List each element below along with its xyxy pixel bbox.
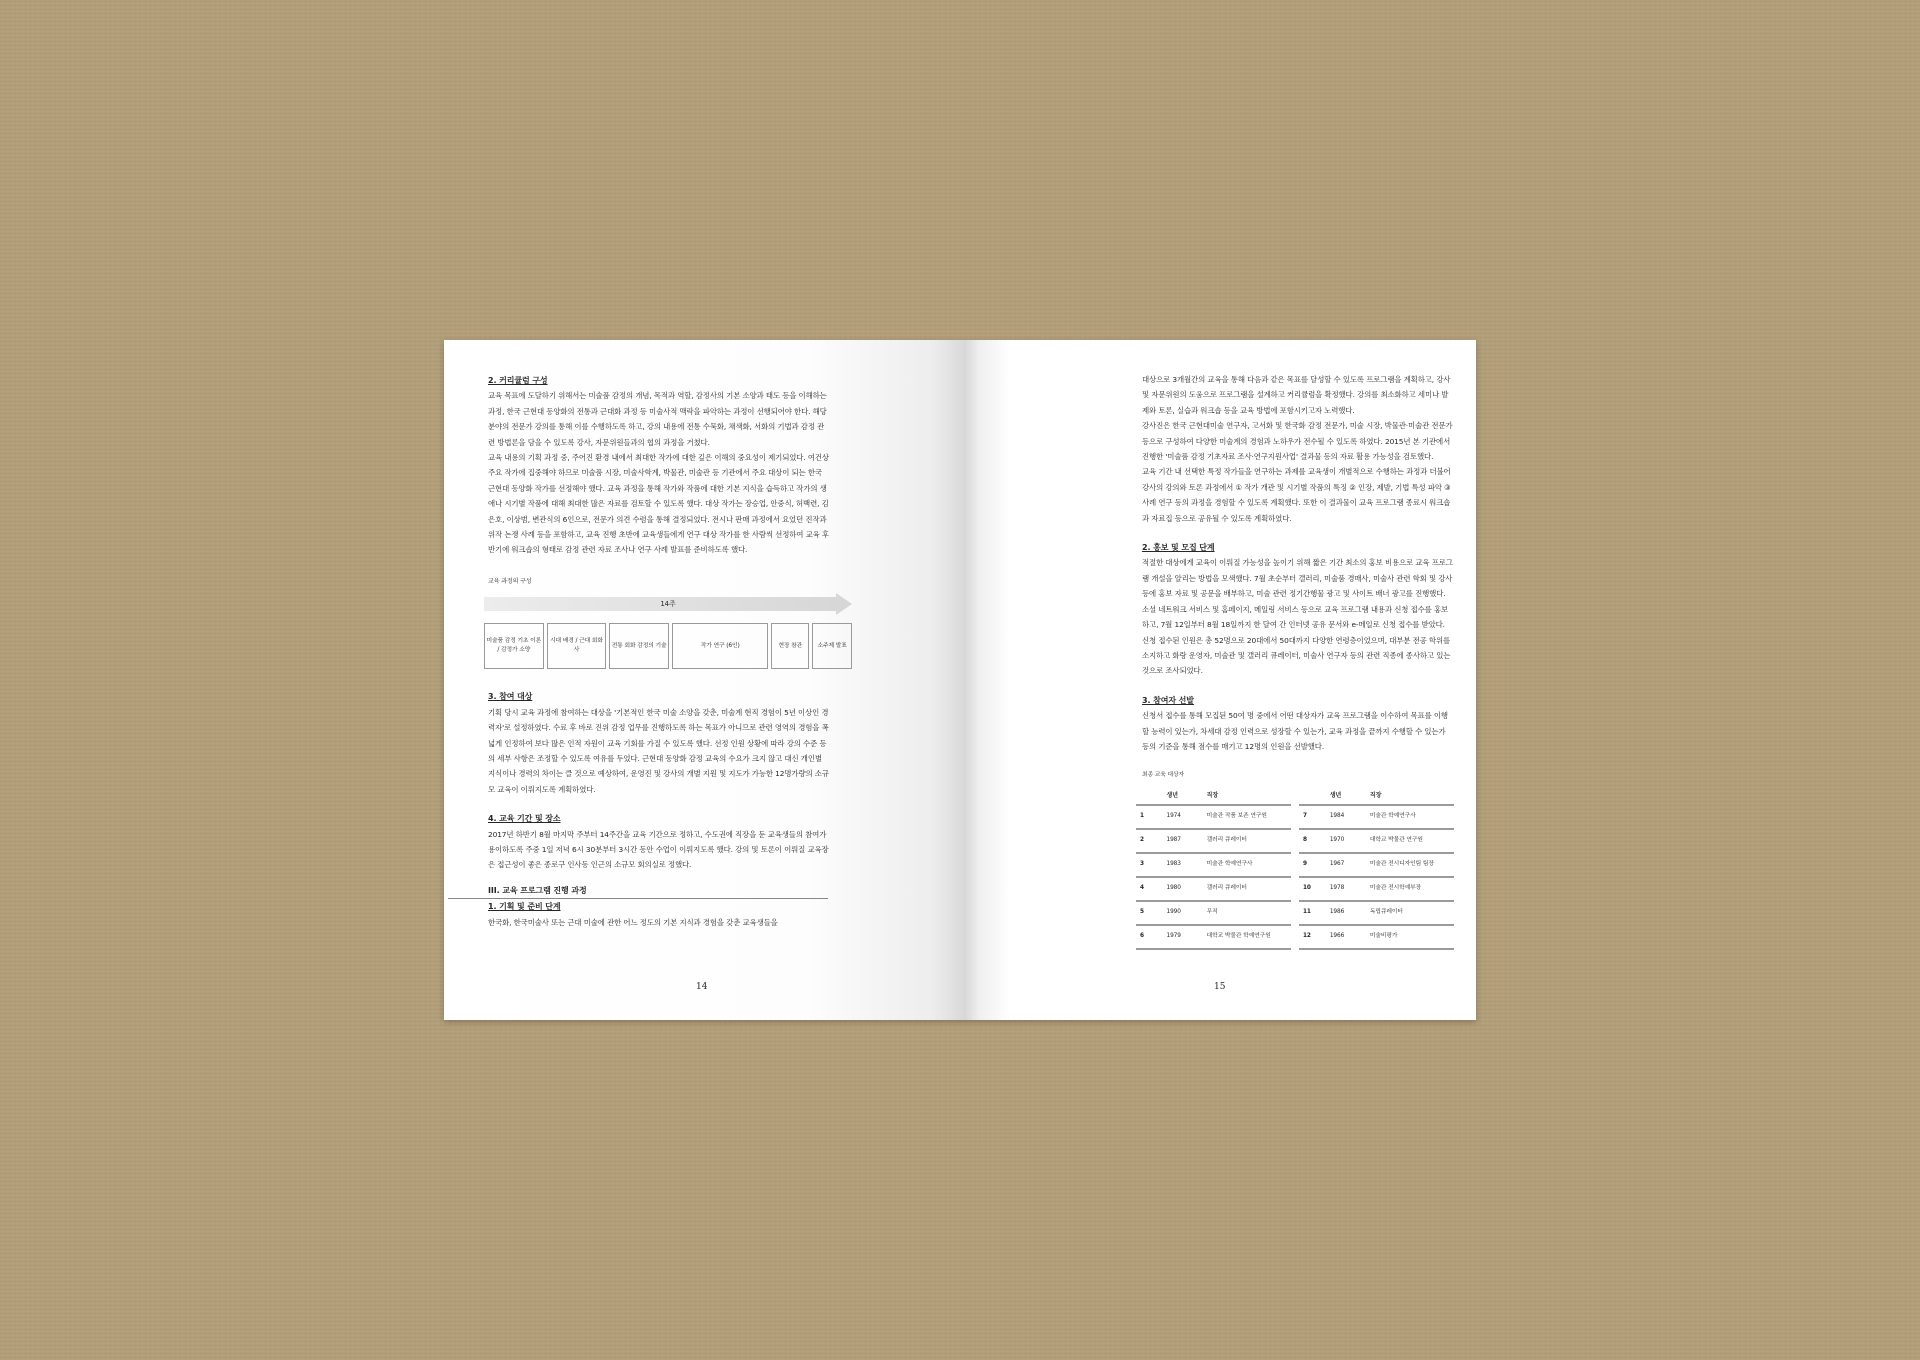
table-cell-year: 1974 <box>1163 805 1203 829</box>
section-heading-selection: 3. 참여자 선발 <box>1142 695 1194 705</box>
table-row <box>1299 805 1454 829</box>
paragraph: 교육 내용의 기획 과정 중, 주어진 환경 내에서 최대한 작가에 대한 깊은 이해의 중요성이 제기되었다. 여건상 주요 작가에 집중해야 하므로 미술품 시장, 미술사학계, 박물관, 미술관 등 기관에서 주요 대상이 되는 한국 근현대 동양화 작가를 선정해야 했다. 교육 과정을 통해 작가와 작품에 대한 기본 지식을 습득하고 작가의 생애나 시기별 작품에 대해 최대한 많은 자료를 검토할 수 있도록 했다. 대상 작가는 장승업, 안중식, 허백련, 김은호, 이상범, 변관식의 6인으로, 전문가 의견 수렴을 통해 결정되었다. 전시나 판매 과정에서 요었던 진작과 위작 논쟁 사례 등을 포함하고, 교육 진행 초반에 교육생들에게 연구 대상 작가를 한 사람씩 선정하여 교육 후반기에 워크숍의 형태로 감정 관련 자료 조사나 연구 사례 발표를 준비하도록 했다. <box>488 453 829 555</box>
table-cell-no: 4 <box>1136 877 1163 901</box>
curriculum-step-box: 소주제 발표 <box>812 623 852 669</box>
paragraph: 한국화, 한국미술사 또는 근대 미술에 관한 어느 정도의 기본 지식과 경험을 갖춘 교육생들을 <box>488 917 778 927</box>
curriculum-step-box: 작가 연구 (6인) <box>672 623 768 669</box>
diagram-caption: 교육 과정의 구성 <box>488 577 532 585</box>
paragraph: 기획 당시 교육 과정에 참여하는 대상을 '기본적인 한국 미술 소양을 갖춘, 미술계 현직 경험이 5년 이상인 경력자'로 설정하였다. 수료 후 바로 진위 감정 업무를 진행하도록 하는 목표가 아니므로 관련 영역의 경험을 폭넓게 인정하여 보다 많은 인적 자원이 교육 기회를 가질 수 있도록 했다. 선정 인원 상황에 따라 강의 수준 등의 세부 사항은 조정할 수 있도록 여유를 두었다. 근현대 동양화 감정 교육의 수요가 크지 않고 대신 개인별 지식이나 경력의 차이는 클 것으로 예상하여, 운영진 및 강사의 개별 지원 및 지도가 가능한 12명가량의 소규모 교육이 이뤄지도록 계획하였다. <box>488 707 829 794</box>
table-cell-no: 10 <box>1299 877 1326 901</box>
table-row <box>1299 901 1454 925</box>
paragraph: 교육 목표에 도달하기 위해서는 미술품 감정의 개념, 목적과 역할, 감정사의 기본 소양과 태도 등을 이해하는 과정, 한국 근현대 동양화의 전통과 근대화 과정 등 미술사적 맥락을 파악하는 과정이 선행되어야 한다. 해당 분야의 전문가 강의를 통해 이를 수행하도록 하고, 강의 내용에 전통 수묵화, 채색화, 서화의 기법과 감정 관련 방법론을 담을 수 있도록 강사, 자문위원들과의 협의 과정을 거쳤다. <box>488 391 827 447</box>
right-page <box>964 340 1476 1020</box>
table-header-year: 생년 <box>1326 788 1366 805</box>
table-cell-job: 독립큐레이터 <box>1366 901 1454 925</box>
table-cell-year: 1979 <box>1163 925 1203 949</box>
table-cell-no: 2 <box>1136 829 1163 853</box>
table-cell-job: 미술관 학예연구사 <box>1366 805 1454 829</box>
curriculum-step-box: 전통 회화 감정의 기술 <box>609 623 669 669</box>
table-cell-job: 대학교 박물관 학예연구원 <box>1203 925 1291 949</box>
booklet-spread <box>444 340 1476 1020</box>
table-row <box>1136 901 1291 925</box>
table-cell-job: 미술관 전시학예부장 <box>1366 877 1454 901</box>
page-number: 14 <box>696 982 708 992</box>
table-row <box>1136 853 1291 877</box>
table-cell-no: 5 <box>1136 901 1163 925</box>
table-cell-no: 7 <box>1299 805 1326 829</box>
table-cell-no: 12 <box>1299 925 1326 949</box>
right-page-content <box>1142 372 1454 950</box>
table-cell-year: 1983 <box>1163 853 1203 877</box>
participants-table-left <box>1136 788 1291 950</box>
table-header-job: 직장 <box>1203 788 1291 805</box>
paragraph: 강사진은 한국 근현대미술 연구자, 고서화 및 한국화 감정 전문가, 미술 시장, 박물관·미술관 전문가 등으로 구성하여 다양한 미술계의 경험과 노하우가 전수될 수 있도록 하였다. 2015년 본 기관에서 진행한 '미술품 감정 기초자료 조사·연구지원사업' 결과물 등의 자료 활용 가능성을 검토했다. <box>1142 421 1453 462</box>
table-header-job: 직장 <box>1366 788 1454 805</box>
duration-label: 14주 <box>660 600 676 609</box>
table-cell-year: 1978 <box>1326 877 1366 901</box>
table-header-year: 생년 <box>1163 788 1203 805</box>
table-cell-no: 8 <box>1299 829 1326 853</box>
table-cell-no: 9 <box>1299 853 1326 877</box>
curriculum-step-box: 미술품 감정 기초 이론 / 감정가 소양 <box>484 623 544 669</box>
paragraph: 2017년 하반기 8월 마지막 주부터 14주간을 교육 기간으로 정하고, 수도권에 직장을 둔 교육생들의 참여가 용이하도록 주중 1일 저녁 6시 30분부터 3시간 동안 수업이 이뤄지도록 했다. 강의 및 토론이 이뤄질 교육장은 접근성이 좋은 종로구 인사동 인근의 소규모 회의실로 정했다. <box>488 829 829 870</box>
table-cell-job: 미술관 작품 보존 연구원 <box>1203 805 1291 829</box>
table-cell-job: 갤러리 큐레이터 <box>1203 877 1291 901</box>
section-heading-period: 4. 교육 기간 및 장소 <box>488 814 561 824</box>
table-cell-job: 무직 <box>1203 901 1291 925</box>
table-cell-no: 3 <box>1136 853 1163 877</box>
section-heading-participants: 3. 참여 대상 <box>488 692 533 702</box>
table-cell-job: 갤러리 큐레이터 <box>1203 829 1291 853</box>
table-row <box>1299 877 1454 901</box>
table-row <box>1136 805 1291 829</box>
curriculum-diagram <box>484 623 852 669</box>
left-page <box>444 340 964 1020</box>
table-cell-job: 대학교 박물관 연구원 <box>1366 829 1454 853</box>
table-row <box>1136 829 1291 853</box>
table-cell-year: 1987 <box>1163 829 1203 853</box>
table-cell-job: 미술관 전시디자인팀 팀장 <box>1366 853 1454 877</box>
table-cell-job: 미술비평가 <box>1366 925 1454 949</box>
table-cell-no: 6 <box>1136 925 1163 949</box>
table-header-cell <box>1136 788 1163 805</box>
section-heading-promotion: 2. 홍보 및 모집 단계 <box>1142 543 1215 553</box>
table-cell-year: 1970 <box>1326 829 1366 853</box>
table-caption: 최종 교육 대상자 <box>1142 772 1184 779</box>
table-row <box>1299 853 1454 877</box>
paragraph: 대상으로 3개월간의 교육을 통해 다음과 같은 목표를 달성할 수 있도록 프로그램을 계획하고, 강사 및 자문위원의 도움으로 프로그램을 설계하고 커리큘럼을 확정했다. 강의를 최소화하고 세미나 발제와 토론, 실습과 워크숍 등을 교육 방법에 포함시키고자 노력했다. <box>1142 375 1451 415</box>
table-row <box>1299 925 1454 949</box>
chapter-heading: III. 교육 프로그램 진행 과정 <box>448 883 828 899</box>
table-cell-year: 1967 <box>1326 853 1366 877</box>
table-cell-year: 1986 <box>1326 901 1366 925</box>
table-cell-no: 1 <box>1136 805 1163 829</box>
section-heading-curriculum: 2. 커리큘럼 구성 <box>488 376 548 385</box>
table-row <box>1136 925 1291 949</box>
paragraph: 교육 기간 내 선택한 특정 작가들을 연구하는 과제를 교육생이 개별적으로 수행하는 과정과 더불어 강사의 강의와 토론 과정에서 ① 작가 개관 및 시기별 작품의 특징 ② 인장, 제발, 기법 특성 파악 ③ 사례 연구 등의 과정을 경험할 수 있도록 계획했다. 또한 이 결과물이 교육 프로그램 종료시 워크숍과 자료집 등으로 공유될 수 있도록 계획하였다. <box>1142 467 1451 523</box>
paragraph: 신청서 접수를 통해 모집된 50여 명 중에서 어떤 대상자가 교육 프로그램을 이수하여 목표를 이행할 능력이 있는가, 차세대 감정 인력으로 성장할 수 있는가, 교육 과정을 끝까지 수행할 수 있는가 등의 기준을 통해 점수를 매기고 12명의 인원을 선발했다. <box>1142 711 1448 751</box>
table-row <box>1136 877 1291 901</box>
participants-tables <box>1136 788 1454 950</box>
left-page-content <box>486 373 847 930</box>
table-cell-year: 1990 <box>1163 901 1203 925</box>
section-heading-planning: 1. 기획 및 준비 단계 <box>488 902 561 912</box>
duration-arrow <box>484 593 852 615</box>
table-header-cell <box>1299 788 1326 805</box>
page-number: 15 <box>1214 982 1226 992</box>
table-cell-no: 11 <box>1299 901 1326 925</box>
table-row <box>1299 829 1454 853</box>
curriculum-step-box: 현장 참관 <box>771 623 809 669</box>
curriculum-step-box: 시대 배경 / 근대 회화사 <box>547 623 607 669</box>
table-cell-job: 미술관 학예연구사 <box>1203 853 1291 877</box>
table-cell-year: 1966 <box>1326 925 1366 949</box>
table-cell-year: 1980 <box>1163 877 1203 901</box>
table-cell-year: 1984 <box>1326 805 1366 829</box>
participants-table-right <box>1299 788 1454 950</box>
paragraph: 적절한 대상에게 교육이 이뤄질 가능성을 높이기 위해 짧은 기간 최소의 홍보 비용으로 교육 프로그램 개설을 알리는 방법을 모색했다. 7월 초순부터 갤러리, 미술품 경매사, 미술사 관련 학회 및 강사 등에 홍보 자료 및 공문을 배부하고, 미술 관련 정기간행물 광고 및 사이트 배너 광고를 진행했다. 소셜 네트워크 서비스 및 홈페이지, 메일링 서비스 등으로 교육 프로그램 내용과 신청 접수를 홍보하고, 7월 12일부터 8월 18일까지 한 달여 간 인터넷 공유 문서와 e-메일로 신청 접수를 받았다. 신청 접수된 인원은 총 52명으로 20대에서 50대까지 다양한 연령층이었으며, 대부분 전공 학위를 소지하고 화랑 운영자, 미술관 및 갤러리 큐레이터, 미술사 연구자 등의 관련 직종에 종사하고 있는 것으로 조사되었다. <box>1142 558 1453 676</box>
